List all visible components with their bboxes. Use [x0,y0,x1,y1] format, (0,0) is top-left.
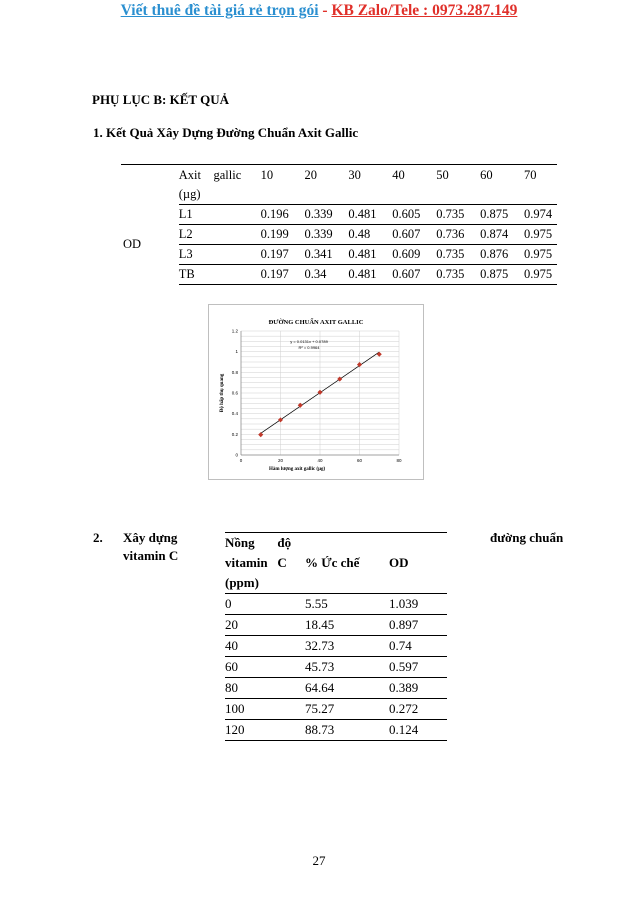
value-cell: 0.974 [524,205,557,225]
table-row [121,205,557,225]
row-label: L3 [179,245,261,265]
chart-x-tick-label: 40 [317,458,323,463]
inhibition-cell: 64.64 [305,678,389,699]
inhibition-cell: 88.73 [305,720,389,741]
conc-cell: 40 [392,165,436,186]
inhibition-cell: 18.45 [305,615,389,636]
table-header-row [225,553,447,573]
chart-data-point [258,432,263,437]
banner-separator: - [322,2,328,19]
table-row [225,615,447,636]
value-cell: 0.735 [436,205,480,225]
conc-cell: 60 [480,165,524,186]
chart-x-tick-label: 0 [239,458,243,463]
value-cell: 0.48 [348,225,392,245]
value-cell: 0.481 [348,205,392,225]
table-row [225,657,447,678]
table-row [225,699,447,720]
chart-data-point [377,352,382,357]
od-cell: 0.897 [389,615,447,636]
od-row-label: OD [123,237,142,251]
row-label: L1 [179,205,261,225]
chart-title: ĐƯỜNG CHUẨN AXIT GALLIC [268,319,364,326]
chart-equation: y = 0.0131x + 0.0789 [290,339,328,344]
value-cell: 0.735 [436,245,480,265]
banner-contact-link[interactable]: KB Zalo/Tele : 0973.287.149 [331,2,518,19]
value-cell: 0.975 [524,245,557,265]
row-label: TB [179,265,261,285]
od-cell: 0.389 [389,678,447,699]
section2-text-line1: Xây dựng [123,530,178,545]
inhibition-cell: 45.73 [305,657,389,678]
conc-cell: 60 [225,657,305,678]
chart-y-tick-label: 0.6 [231,390,238,396]
conc-cell: 20 [225,615,305,636]
conc-cell: 80 [225,678,305,699]
od-cell: 0.124 [389,720,447,741]
value-cell: 0.975 [524,225,557,245]
row-label: L2 [179,225,261,245]
value-cell: 0.481 [348,245,392,265]
chart-y-tick-label: 0.4 [231,411,238,417]
value-cell: 0.875 [480,265,524,285]
header-unit: (µg) [178,187,201,201]
value-cell: 0.736 [436,225,480,245]
header-col2: % Ức chế [305,555,360,570]
od-cell: 0.597 [389,657,447,678]
gallic-calibration-chart [208,304,424,480]
header-col3: OD [389,555,409,570]
header-label: Axit gallic [179,165,261,186]
table-row [121,245,557,265]
od-cell: 0.74 [389,636,447,657]
section2-text-line2: vitamin C [123,548,179,563]
value-cell: 0.196 [261,205,305,225]
chart-x-tick-label: 80 [396,458,402,463]
table-header-row [225,533,447,554]
od-cell: 0.272 [389,699,447,720]
value-cell: 0.197 [261,265,305,285]
value-cell: 0.481 [348,265,392,285]
table-row [225,594,447,615]
chart-y-tick-label: 1 [235,349,238,355]
promo-banner [0,2,638,20]
chart-x-axis-label: Hàm lượng axit gallic (µg) [269,467,326,472]
appendix-title: PHỤ LỤC B: KẾT QUẢ [92,92,229,107]
value-cell: 0.607 [392,225,436,245]
table-header-row [121,165,557,186]
banner-left-link[interactable]: Viết thuê đề tài giá rẻ trọn gói [120,2,319,19]
vitamin-c-table [225,532,447,741]
value-cell: 0.34 [305,265,349,285]
table-unit-row [121,185,557,205]
chart-data-point [357,362,362,367]
section2-text-right: đường chuẩn [490,530,564,545]
chart-y-tick-label: 0.8 [231,369,238,375]
value-cell: 0.874 [480,225,524,245]
value-cell: 0.607 [392,265,436,285]
section2-number: 2. [93,530,103,545]
header-col1-line2: vitamin C [225,555,287,570]
conc-cell: 70 [524,165,557,186]
od-cell: 1.039 [389,594,447,615]
inhibition-cell: 32.73 [305,636,389,657]
value-cell: 0.605 [392,205,436,225]
value-cell: 0.339 [305,225,349,245]
inhibition-cell: 75.27 [305,699,389,720]
conc-cell: 0 [225,594,305,615]
conc-cell: 100 [225,699,305,720]
table-row [121,265,557,285]
table-header-row [225,573,447,594]
chart-y-axis-label: Độ hấp thụ quang [220,373,225,413]
section1-title: 1. Kết Quả Xây Dựng Đường Chuẩn Axit Gallic [93,125,359,140]
table-row [225,678,447,699]
header-col1-line1: Nồng độ [225,533,305,554]
value-cell: 0.975 [524,265,557,285]
chart-x-tick-label: 60 [356,458,363,463]
value-cell: 0.341 [305,245,349,265]
chart-y-tick-label: 0.2 [231,431,238,437]
value-cell: 0.735 [436,265,480,285]
conc-cell: 30 [348,165,392,186]
table-row [225,720,447,741]
conc-cell: 120 [225,720,305,741]
value-cell: 0.609 [392,245,436,265]
table-row [225,636,447,657]
header-col1-line3: (ppm) [225,575,259,590]
chart-svg [209,305,423,479]
inhibition-cell: 5.55 [305,594,389,615]
conc-cell: 50 [436,165,480,186]
value-cell: 0.876 [480,245,524,265]
conc-cell: 20 [305,165,349,186]
chart-data-point [278,417,283,422]
gallic-acid-table [121,164,557,285]
table-row [121,225,557,245]
chart-r-squared: R² = 0.9964 [298,345,320,350]
page-number: 27 [312,853,326,868]
conc-cell: 10 [261,165,305,186]
value-cell: 0.199 [261,225,305,245]
conc-cell: 40 [225,636,305,657]
chart-y-tick-label: 1.2 [231,328,238,334]
chart-x-tick-label: 20 [277,458,284,463]
chart-y-tick-label: 0 [235,452,238,458]
value-cell: 0.197 [261,245,305,265]
value-cell: 0.339 [305,205,349,225]
value-cell: 0.875 [480,205,524,225]
